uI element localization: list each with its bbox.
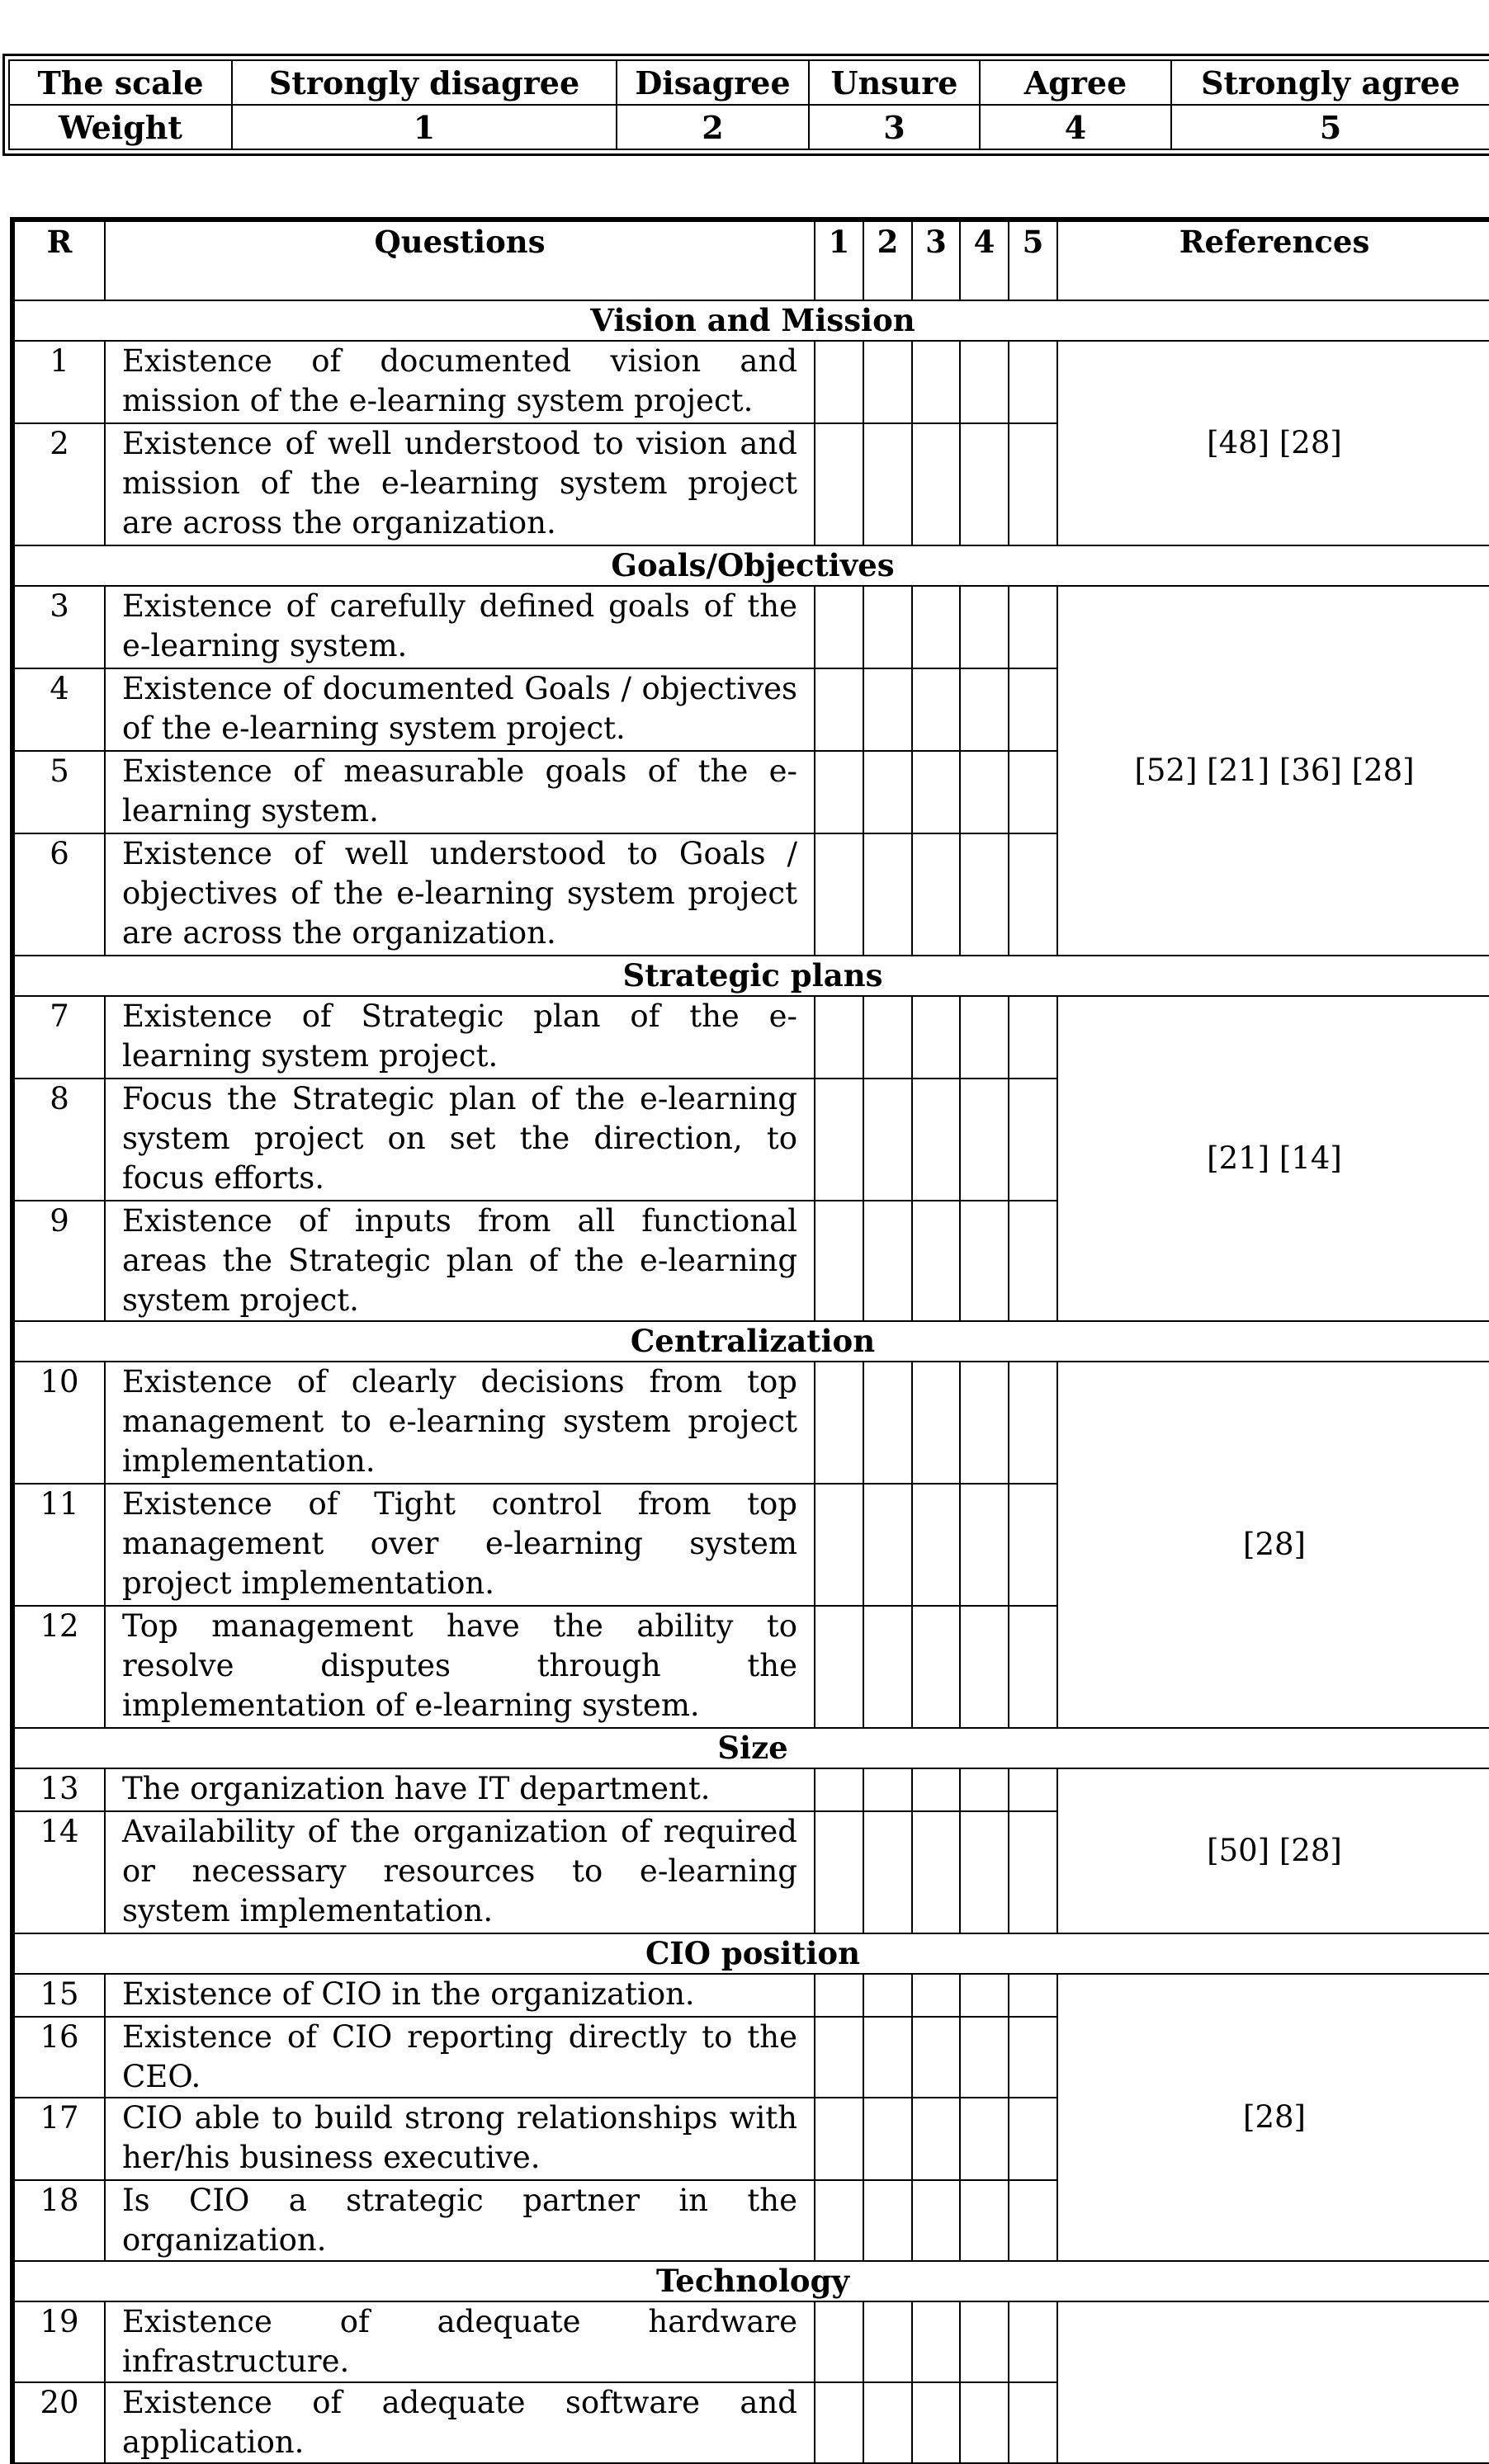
- section-title: Centralization: [12, 1321, 1489, 1362]
- rating-cell-3[interactable]: [912, 1079, 960, 1201]
- rating-cell-4[interactable]: [960, 2098, 1009, 2180]
- rating-cell-5[interactable]: [1009, 1811, 1057, 1933]
- rating-cell-2[interactable]: [863, 1811, 912, 1933]
- rating-cell-3[interactable]: [912, 1484, 960, 1606]
- rating-cell-2[interactable]: [863, 1768, 912, 1811]
- rating-cell-3[interactable]: [912, 1606, 960, 1728]
- question-number: 11: [12, 1484, 105, 1606]
- question-number: 17: [12, 2098, 105, 2180]
- rating-cell-5[interactable]: [1009, 1079, 1057, 1201]
- rating-cell-3[interactable]: [912, 1811, 960, 1933]
- question-number: 14: [12, 1811, 105, 1933]
- question-number: 2: [12, 423, 105, 545]
- rating-cell-1[interactable]: [815, 2017, 863, 2098]
- references-cell: [48] [28]: [1057, 341, 1489, 545]
- rating-cell-5[interactable]: [1009, 2017, 1057, 2098]
- weight-3: 3: [809, 105, 980, 149]
- rating-cell-2[interactable]: [863, 668, 912, 751]
- rating-cell-3[interactable]: [912, 1201, 960, 1321]
- rating-cell-5[interactable]: [1009, 996, 1057, 1079]
- question-text: Existence of documented Goals / objectives of the e-learning system project.: [105, 668, 815, 751]
- references-cell: [28]: [1057, 1362, 1489, 1728]
- references-cell: [50] [28]: [1057, 1768, 1489, 1933]
- rating-cell-4[interactable]: [960, 668, 1009, 751]
- scale-strongly-disagree: Strongly disagree: [232, 60, 617, 105]
- rating-cell-3[interactable]: [912, 833, 960, 956]
- question-text: Existence of inputs from all functional areas the Strategic plan of the e-learning system project.: [105, 1201, 815, 1321]
- header-weight-3: 3: [912, 219, 960, 300]
- rating-cell-2[interactable]: [863, 423, 912, 545]
- question-row: [12, 586, 1489, 668]
- rating-cell-4[interactable]: [960, 996, 1009, 1079]
- header-weight-2: 2: [863, 219, 912, 300]
- weight-5: 5: [1171, 105, 1489, 149]
- section-row: [12, 1728, 1489, 1768]
- question-number: 6: [12, 833, 105, 956]
- rating-cell-2[interactable]: [863, 1484, 912, 1606]
- rating-cell-5[interactable]: [1009, 1484, 1057, 1606]
- question-row: [12, 2301, 1489, 2382]
- question-text: Availability of the organization of required or necessary resources to e-learning system implementation.: [105, 1811, 815, 1933]
- question-number: 3: [12, 586, 105, 668]
- rating-cell-5[interactable]: [1009, 1201, 1057, 1321]
- rating-cell-5[interactable]: [1009, 1974, 1057, 2017]
- weight-label: Weight: [9, 105, 232, 149]
- rating-cell-2[interactable]: [863, 1362, 912, 1484]
- rating-cell-4[interactable]: [960, 1768, 1009, 1811]
- section-row: [12, 2261, 1489, 2301]
- section-row: [12, 1321, 1489, 1362]
- header-weight-5: 5: [1009, 219, 1057, 300]
- question-row: [12, 1362, 1489, 1484]
- rating-cell-1[interactable]: [815, 996, 863, 1079]
- section-title: Technology: [12, 2261, 1489, 2301]
- rating-cell-1[interactable]: [815, 2382, 863, 2463]
- rating-cell-4[interactable]: [960, 1201, 1009, 1321]
- questionnaire-table: [10, 217, 1489, 2464]
- rating-cell-3[interactable]: [912, 668, 960, 751]
- scale-agree: Agree: [980, 60, 1171, 105]
- rating-cell-5[interactable]: [1009, 1362, 1057, 1484]
- rating-cell-5[interactable]: [1009, 1606, 1057, 1728]
- rating-cell-4[interactable]: [960, 1606, 1009, 1728]
- question-number: 8: [12, 1079, 105, 1201]
- rating-cell-3[interactable]: [912, 1768, 960, 1811]
- rating-cell-1[interactable]: [815, 1974, 863, 2017]
- rating-cell-4[interactable]: [960, 1362, 1009, 1484]
- rating-cell-5[interactable]: [1009, 2301, 1057, 2382]
- rating-cell-3[interactable]: [912, 1362, 960, 1484]
- rating-cell-1[interactable]: [815, 1484, 863, 1606]
- weight-1: 1: [232, 105, 617, 149]
- rating-cell-3[interactable]: [912, 751, 960, 833]
- question-text: Existence of CIO in the organization.: [105, 1974, 815, 2017]
- rating-cell-4[interactable]: [960, 1079, 1009, 1201]
- rating-cell-2[interactable]: [863, 1606, 912, 1728]
- question-number: 1: [12, 341, 105, 423]
- question-text: Existence of Strategic plan of the e-learning system project.: [105, 996, 815, 1079]
- scale-strongly-agree: Strongly agree: [1171, 60, 1489, 105]
- question-number: 10: [12, 1362, 105, 1484]
- rating-cell-2[interactable]: [863, 2180, 912, 2261]
- header-questions: Questions: [105, 219, 815, 300]
- section-title: Goals/Objectives: [12, 545, 1489, 586]
- question-text: Existence of measurable goals of the e-learning system.: [105, 751, 815, 833]
- references-cell: [1057, 2301, 1489, 2463]
- references-cell: [21] [14]: [1057, 996, 1489, 1321]
- question-text: Existence of Tight control from top management over e-learning system project implementation.: [105, 1484, 815, 1606]
- rating-cell-4[interactable]: [960, 423, 1009, 545]
- section-title: Strategic plans: [12, 956, 1489, 996]
- rating-cell-1[interactable]: [815, 668, 863, 751]
- rating-cell-1[interactable]: [815, 423, 863, 545]
- rating-cell-4[interactable]: [960, 586, 1009, 668]
- scale-disagree: Disagree: [617, 60, 809, 105]
- rating-cell-3[interactable]: [912, 2382, 960, 2463]
- rating-cell-3[interactable]: [912, 2180, 960, 2261]
- rating-cell-1[interactable]: [815, 586, 863, 668]
- rating-cell-3[interactable]: [912, 2301, 960, 2382]
- rating-cell-4[interactable]: [960, 2382, 1009, 2463]
- question-number: 7: [12, 996, 105, 1079]
- rating-cell-1[interactable]: [815, 833, 863, 956]
- scale-row: [9, 60, 1489, 105]
- rating-cell-2[interactable]: [863, 2098, 912, 2180]
- rating-cell-2[interactable]: [863, 996, 912, 1079]
- rating-cell-2[interactable]: [863, 341, 912, 423]
- scale-label: The scale: [9, 60, 232, 105]
- weight-row: [9, 105, 1489, 149]
- weight-4: 4: [980, 105, 1171, 149]
- rating-cell-1[interactable]: [815, 2180, 863, 2261]
- rating-cell-2[interactable]: [863, 1201, 912, 1321]
- rating-cell-4[interactable]: [960, 833, 1009, 956]
- rating-cell-4[interactable]: [960, 1484, 1009, 1606]
- rating-cell-4[interactable]: [960, 751, 1009, 833]
- rating-cell-4[interactable]: [960, 2180, 1009, 2261]
- rating-cell-3[interactable]: [912, 2017, 960, 2098]
- rating-cell-5[interactable]: [1009, 341, 1057, 423]
- rating-cell-1[interactable]: [815, 1606, 863, 1728]
- question-number: 12: [12, 1606, 105, 1728]
- question-text: Existence of documented vision and mission of the e-learning system project.: [105, 341, 815, 423]
- question-text: Is CIO a strategic partner in the organization.: [105, 2180, 815, 2261]
- rating-cell-3[interactable]: [912, 2098, 960, 2180]
- rating-cell-1[interactable]: [815, 1079, 863, 1201]
- question-text: Existence of CIO reporting directly to the CEO.: [105, 2017, 815, 2098]
- question-text: Existence of adequate hardware infrastructure.: [105, 2301, 815, 2382]
- rating-cell-3[interactable]: [912, 996, 960, 1079]
- question-number: 5: [12, 751, 105, 833]
- section-row: [12, 1933, 1489, 1974]
- rating-cell-2[interactable]: [863, 2382, 912, 2463]
- references-cell: [28]: [1057, 1974, 1489, 2261]
- header-r: R: [12, 219, 105, 300]
- question-text: Existence of carefully defined goals of the e-learning system.: [105, 586, 815, 668]
- rating-cell-2[interactable]: [863, 2017, 912, 2098]
- question-text: The organization have IT department.: [105, 1768, 815, 1811]
- rating-cell-2[interactable]: [863, 2301, 912, 2382]
- question-text: CIO able to build strong relationships with her/his business executive.: [105, 2098, 815, 2180]
- rating-cell-4[interactable]: [960, 2301, 1009, 2382]
- rating-cell-2[interactable]: [863, 586, 912, 668]
- rating-cell-4[interactable]: [960, 341, 1009, 423]
- question-number: 4: [12, 668, 105, 751]
- question-number: 20: [12, 2382, 105, 2463]
- rating-cell-3[interactable]: [912, 1974, 960, 2017]
- rating-cell-2[interactable]: [863, 833, 912, 956]
- rating-cell-1[interactable]: [815, 1811, 863, 1933]
- rating-cell-5[interactable]: [1009, 1768, 1057, 1811]
- question-row: [12, 341, 1489, 423]
- header-references: References: [1057, 219, 1489, 300]
- rating-cell-5[interactable]: [1009, 2180, 1057, 2261]
- rating-cell-4[interactable]: [960, 1974, 1009, 2017]
- rating-cell-4[interactable]: [960, 1811, 1009, 1933]
- question-text: Focus the Strategic plan of the e-learning system project on set the direction, to focus efforts.: [105, 1079, 815, 1201]
- weight-2: 2: [617, 105, 809, 149]
- question-text: Existence of well understood to vision and mission of the e-learning system project are across the organization.: [105, 423, 815, 545]
- scale-unsure: Unsure: [809, 60, 980, 105]
- rating-cell-2[interactable]: [863, 1974, 912, 2017]
- question-row: [12, 1768, 1489, 1811]
- rating-cell-1[interactable]: [815, 2098, 863, 2180]
- rating-cell-5[interactable]: [1009, 668, 1057, 751]
- section-row: [12, 300, 1489, 341]
- question-number: 9: [12, 1201, 105, 1321]
- section-title: CIO position: [12, 1933, 1489, 1974]
- question-number: 18: [12, 2180, 105, 2261]
- references-cell: [52] [21] [36] [28]: [1057, 586, 1489, 956]
- rating-cell-5[interactable]: [1009, 2098, 1057, 2180]
- question-row: [12, 996, 1489, 1079]
- rating-cell-4[interactable]: [960, 2017, 1009, 2098]
- question-number: 19: [12, 2301, 105, 2382]
- header-row: [12, 219, 1489, 300]
- rating-cell-3[interactable]: [912, 341, 960, 423]
- section-row: [12, 956, 1489, 996]
- rating-cell-2[interactable]: [863, 1079, 912, 1201]
- question-text: Existence of well understood to Goals / objectives of the e-learning system project are across the organization.: [105, 833, 815, 956]
- question-text: Existence of adequate software and application.: [105, 2382, 815, 2463]
- section-title: Size: [12, 1728, 1489, 1768]
- section-row: [12, 545, 1489, 586]
- question-number: 16: [12, 2017, 105, 2098]
- section-title: Vision and Mission: [12, 300, 1489, 341]
- rating-cell-1[interactable]: [815, 341, 863, 423]
- question-number: 13: [12, 1768, 105, 1811]
- question-row: [12, 1974, 1489, 2017]
- scale-table: [8, 59, 1489, 150]
- rating-cell-1[interactable]: [815, 1362, 863, 1484]
- rating-cell-1[interactable]: [815, 1201, 863, 1321]
- rating-cell-1[interactable]: [815, 2301, 863, 2382]
- rating-cell-5[interactable]: [1009, 833, 1057, 956]
- rating-cell-1[interactable]: [815, 751, 863, 833]
- rating-cell-1[interactable]: [815, 1768, 863, 1811]
- rating-cell-3[interactable]: [912, 423, 960, 545]
- rating-cell-5[interactable]: [1009, 586, 1057, 668]
- question-number: 15: [12, 1974, 105, 2017]
- rating-cell-2[interactable]: [863, 751, 912, 833]
- question-text: Existence of clearly decisions from top management to e-learning system project implementation.: [105, 1362, 815, 1484]
- header-weight-1: 1: [815, 219, 863, 300]
- rating-cell-5[interactable]: [1009, 423, 1057, 545]
- rating-cell-5[interactable]: [1009, 751, 1057, 833]
- question-text: Top management have the ability to resolve disputes through the implementation of e-learning system.: [105, 1606, 815, 1728]
- header-weight-4: 4: [960, 219, 1009, 300]
- rating-cell-5[interactable]: [1009, 2382, 1057, 2463]
- rating-cell-3[interactable]: [912, 586, 960, 668]
